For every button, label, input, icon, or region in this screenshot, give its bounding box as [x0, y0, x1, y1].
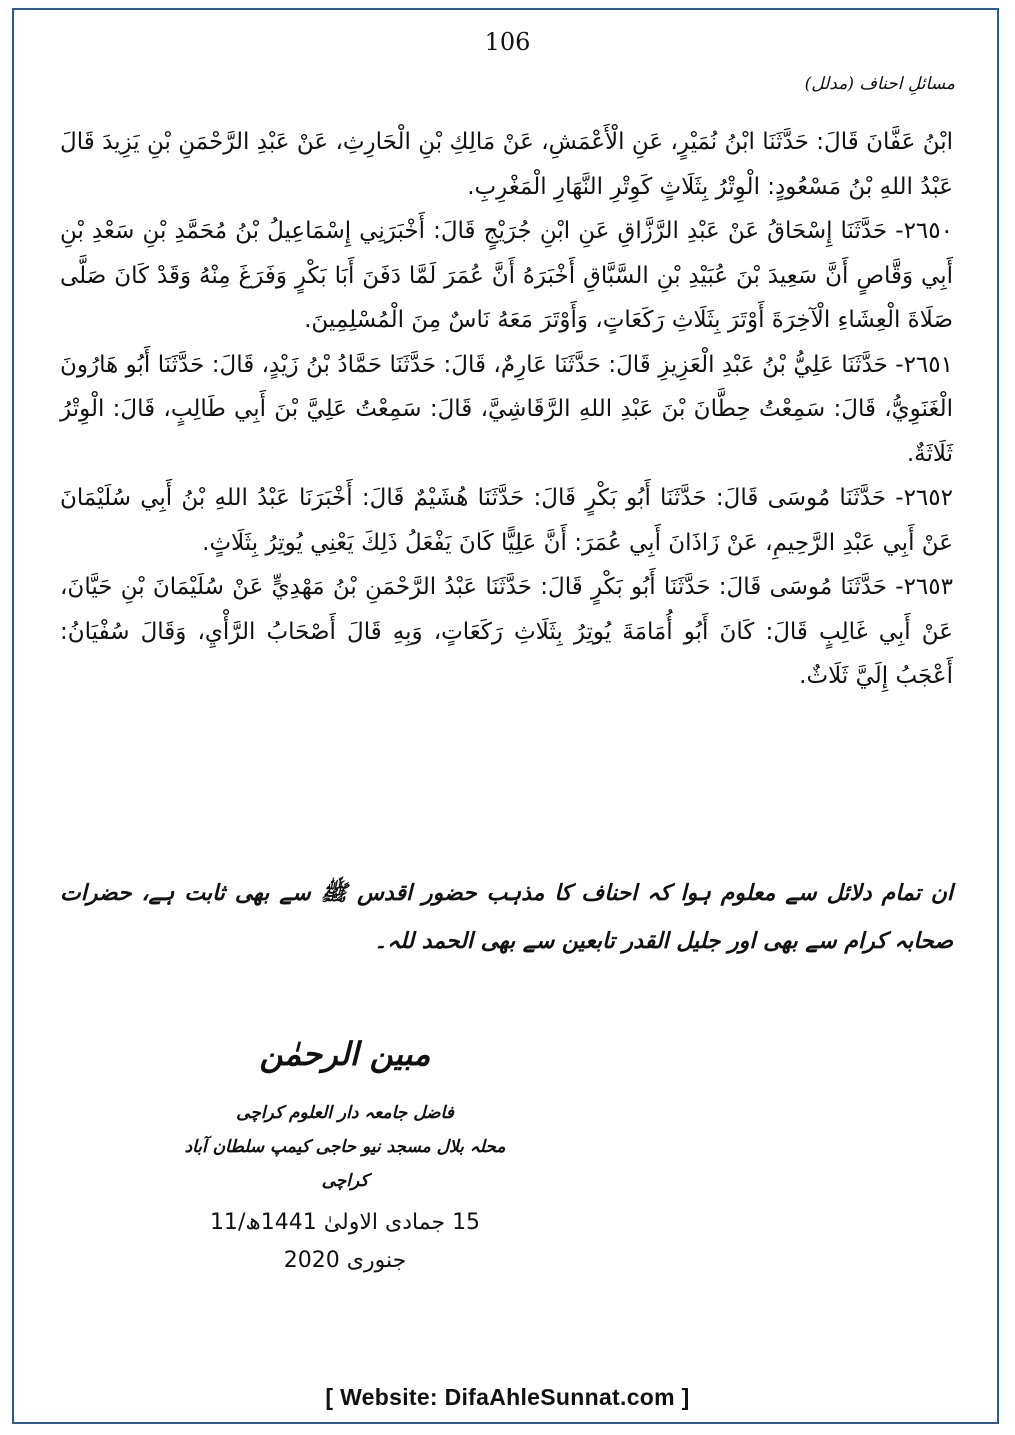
hadith-paragraph: ٢٦٥٠- حَدَّثَنَا إِسْحَاقُ عَنْ عَبْدِ الرَّزَّاقِ عَنِ ابْنِ جُرَيْجٍ قَالَ: أَخْبَرَنِي إِسْمَاعِيلُ بْنُ مُحَمَّدِ بْنِ سَعْدِ بْنِ أَبِي وَقَّاصٍ أَنَّ سَعِيدَ بْنَ عُبَيْدِ بْنِ السَّبَّاقِ أَخْبَرَهُ أَنَّ عُمَرَ لَمَّا دَفَنَ أَبَا بَكْرٍ وَفَرَغَ مِنْهُ وَقَدْ كَانَ صَلَّى صَلَاةَ الْعِشَاءِ الْآخِرَةَ أَوْتَرَ بِثَلَاثِ رَكَعَاتٍ، وَأَوْتَرَ مَعَهُ نَاسٌ مِنَ الْمُسْلِمِينَ.: [60, 218, 953, 333]
signature-date: 15 جمادی الاولیٰ 1441ھ/11 جنوری 2020: [209, 1210, 481, 1273]
hadith-paragraph: ٢٦٥٢- حَدَّثَنَا مُوسَى قَالَ: حَدَّثَنَا أَبُو بَكْرٍ قَالَ: حَدَّثَنَا هُشَيْمٌ قَالَ: أَخْبَرَنَا عَبْدُ اللهِ بْنُ أَبِي سُلَيْمَانَ عَنْ أَبِي عَبْدِ الرَّحِيمِ، عَنْ زَاذَانَ أَبِي عُمَرَ: أَنَّ عَلِيًّا كَانَ يَفْعَلُ ذَلِكَ يَعْنِي يُوتِرُ بِثَلَاثٍ.: [60, 485, 953, 556]
author-address: محلہ بلال مسجد نیو حاجی کیمپ سلطان آباد کراچی: [184, 1137, 506, 1191]
page-number: 106: [484, 28, 531, 56]
author-name: مبین الرحمٰن: [259, 1035, 431, 1073]
conclusion-paragraph: ان تمام دلائل سے معلوم ہوا کہ احناف کا مذہب حضور اقدس ﷺ سے بھی ثابت ہے، حضرات صحابہ کرام سے بھی اور جلیل القدر تابعین سے بھی الحمد للہ۔: [60, 881, 953, 954]
website-footer: [ Website: DifaAhleSunnat.com ]: [325, 1384, 690, 1410]
author-affiliation: فاضل جامعہ دار العلوم کراچی: [236, 1103, 454, 1123]
hadith-paragraph: ٢٦٥١- حَدَّثَنَا عَلِيُّ بْنُ عَبْدِ الْعَزِيزِ قَالَ: حَدَّثَنَا عَارِمٌ، قَالَ: حَدَّثَنَا حَمَّادُ بْنُ زَيْدٍ، قَالَ: حَدَّثَنَا أَبُو هَارُونَ الْغَنَوِيُّ، قَالَ: سَمِعْتُ حِطَّانَ بْنَ عَبْدِ اللهِ الرَّقَاشِيَّ، قَالَ: سَمِعْتُ عَلِيَّ بْنَ أَبِي طَالِبٍ، قَالَ: الْوِتْرُ ثَلَاثَةٌ.: [60, 351, 953, 467]
hadith-text-block: [60, 120, 953, 699]
hadith-paragraph: ٢٦٥٣- حَدَّثَنَا مُوسَى قَالَ: حَدَّثَنَا أَبُو بَكْرٍ قَالَ: حَدَّثَنَا عَبْدُ الرَّحْمَنِ بْنُ مَهْدِيٍّ عَنْ سُلَيْمَانَ بْنِ حَيَّانَ، عَنْ أَبِي غَالِبٍ قَالَ: كَانَ أَبُو أُمَامَةَ يُوتِرُ بِثَلَاثِ رَكَعَاتٍ، وَبِهِ قَالَ أَصْحَابُ الرَّأْيِ، وَقَالَ سُفْيَانُ: أَعْجَبُ إِلَيَّ ثَلَاثٌ.: [60, 574, 953, 689]
hadith-paragraph: ابْنُ عَفَّانَ قَالَ: حَدَّثَنَا ابْنُ نُمَيْرٍ، عَنِ الْأَعْمَشِ، عَنْ مَالِكِ بْنِ الْحَارِثِ، عَنْ عَبْدِ الرَّحْمَنِ بْنِ يَزِيدَ قَالَ عَبْدُ اللهِ بْنُ مَسْعُودٍ: الْوِتْرُ بِثَلَاثٍ كَوِتْرِ النَّهَارِ الْمَغْرِبِ.: [60, 129, 953, 200]
running-title: مسائلِ احناف (مدلل): [804, 74, 955, 94]
signature-block: [180, 1030, 510, 1280]
